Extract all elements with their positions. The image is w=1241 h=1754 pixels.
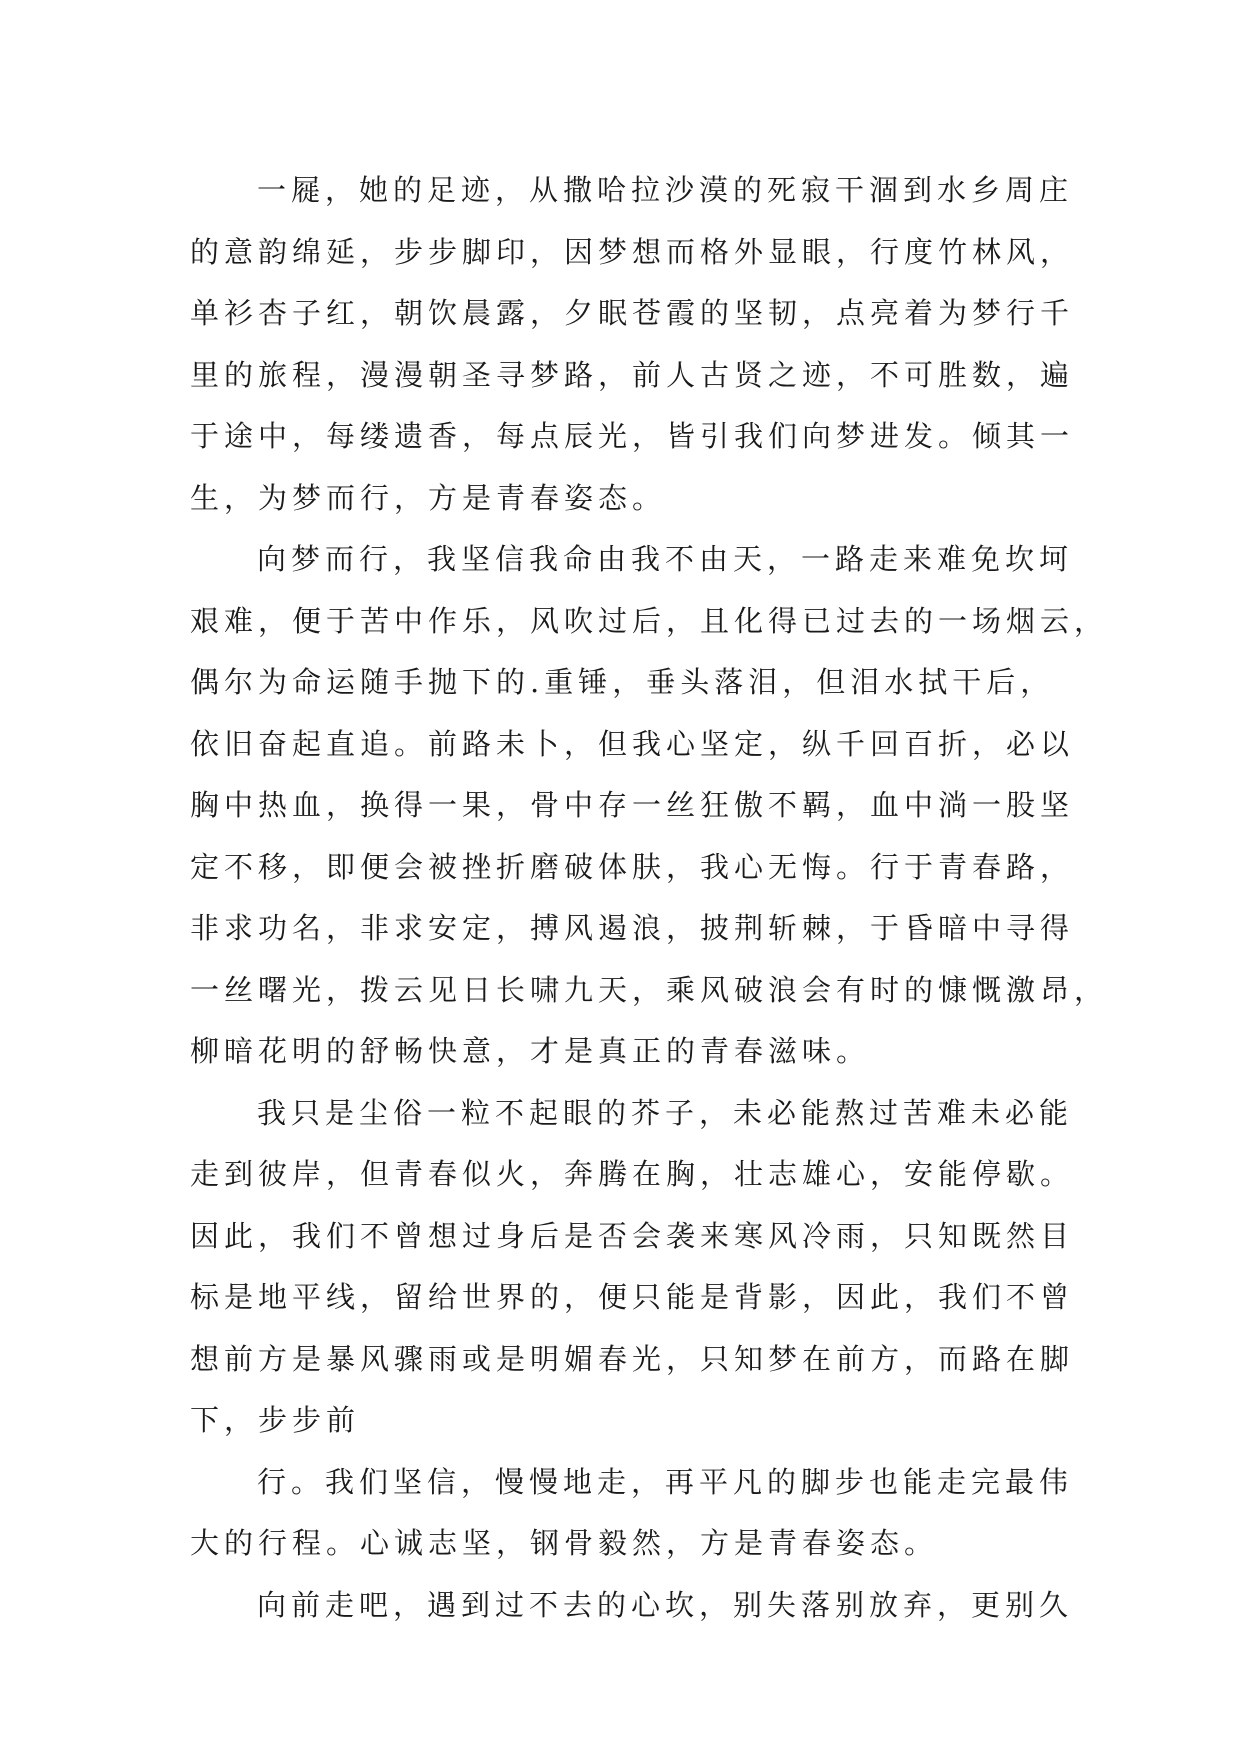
text-line: 标是地平线，留给世界的，便只能是背影，因此，我们不曾: [190, 1280, 1075, 1314]
text-line: 定不移，即便会被挫折磨破体肤，我心无悔。行于青春路，: [190, 849, 1075, 884]
text-line: 向前走吧，遇到过不去的心坎，别失落别放弃，更别久: [257, 1587, 1074, 1622]
text-line: 的意韵绵延，步步脚印，因梦想而格外显眼，行度竹林风，: [190, 234, 1075, 269]
text-line: 柳暗花明的舒畅快意，才是真正的青春滋味。: [190, 1034, 871, 1068]
text-line: 艰难，便于苦中作乐，风吹过后，且化得已过去的一场烟云，: [190, 603, 1109, 638]
text-line: 行。我们坚信，慢慢地走，再平凡的脚步也能走完最伟: [257, 1464, 1074, 1499]
text-line: 里的旅程，漫漫朝圣寻梦路，前人古贤之迹，不可胜数，遍: [190, 357, 1075, 392]
text-line: 一丝曙光，拨云见日长啸九天，乘风破浪会有时的慷慨激昂，: [190, 972, 1109, 1007]
text-line: 一屣，她的足迹，从撒哈拉沙漠的死寂干涸到水乡周庄: [257, 173, 1074, 207]
text-line: 生，为梦而行，方是青春姿态。: [190, 480, 667, 515]
text-line: 非求功名，非求安定，搏风遏浪，披荆斩棘，于昏暗中寻得: [190, 911, 1075, 945]
body-text: [190, 160, 1109, 1636]
text-line: 大的行程。心诚志坚，钢骨毅然，方是青春姿态。: [190, 1526, 939, 1560]
text-line: 依旧奋起直追。前路未卜，但我心坚定，纵千回百折，必以: [190, 726, 1075, 761]
text-line: 胸中热血，换得一果，骨中存一丝狂傲不羁，血中淌一股坚: [190, 788, 1075, 822]
text-line: 向梦而行，我坚信我命由我不由天，一路走来难免坎坷: [257, 542, 1074, 576]
text-line: 于途中，每缕遗香，每点辰光，皆引我们向梦进发。倾其一: [190, 419, 1075, 453]
text-line: 想前方是暴风骤雨或是明媚春光，只知梦在前方，而路在脚: [190, 1341, 1075, 1376]
text-line: 偶尔为命运随手抛下的.重锤，垂头落泪，但泪水拭干后，: [190, 665, 1055, 699]
text-line: 我只是尘俗一粒不起眼的芥子，未必能熬过苦难未必能: [257, 1095, 1074, 1130]
text-line: 单衫杏子红，朝饮晨露，夕眠苍霞的坚韧，点亮着为梦行千: [190, 296, 1075, 330]
text-line: 走到彼岸，但青春似火，奔腾在胸，壮志雄心，安能停歇。: [190, 1157, 1075, 1191]
text-line: 因此，我们不曾想过身后是否会袭来寒风冷雨，只知既然目: [190, 1218, 1075, 1253]
text-line: 下，步步前: [190, 1403, 361, 1437]
